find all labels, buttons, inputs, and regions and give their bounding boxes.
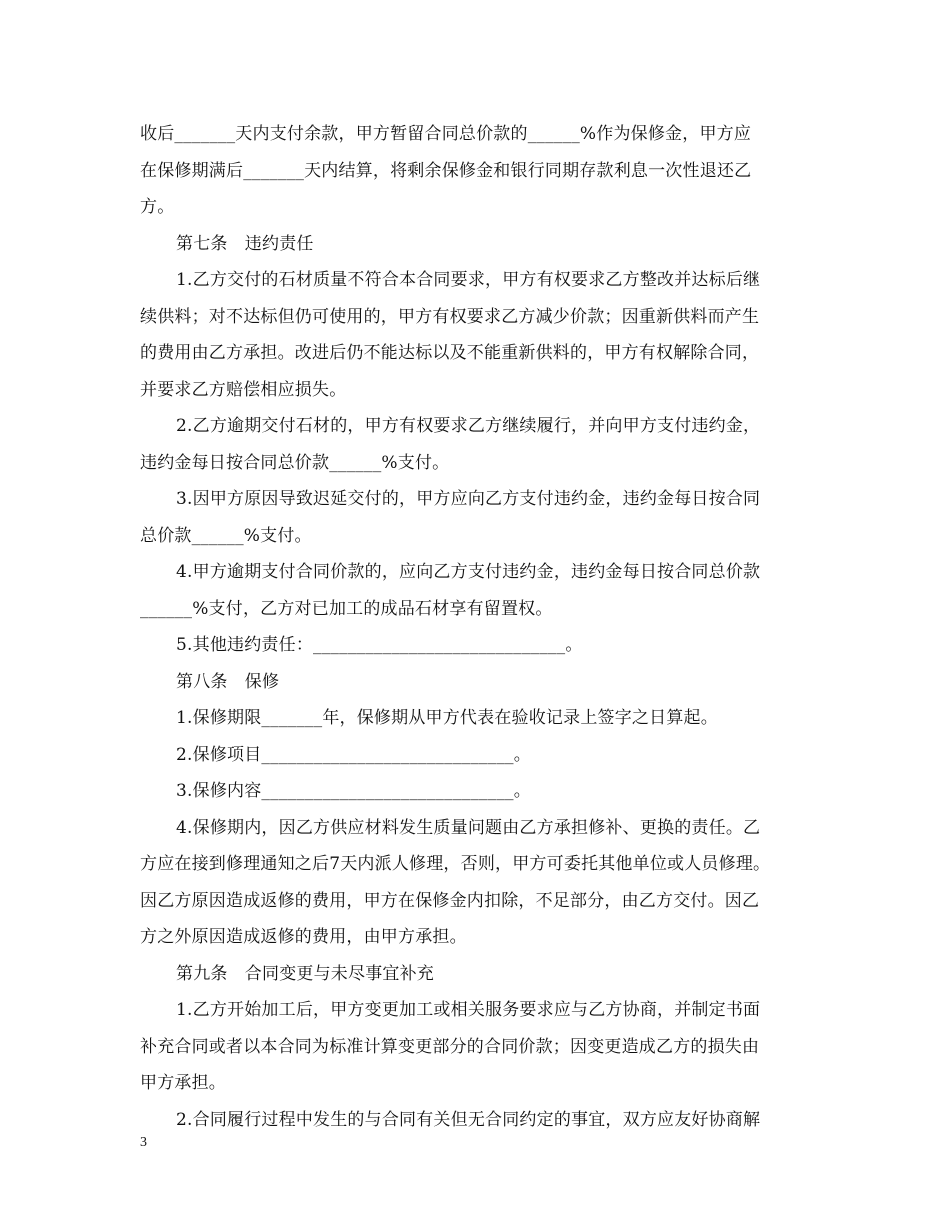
text-line: 收后_______天内支付余款，甲方暂留合同总价款的______%作为保修金，甲方应 bbox=[140, 124, 752, 144]
text-line: 2.保修项目_____________________________。 bbox=[176, 744, 531, 765]
text-line: 第八条 保修 bbox=[176, 671, 280, 692]
text-line: 方。 bbox=[140, 197, 175, 217]
text-line: 3.因甲方原因导致迟延交付的，甲方应向乙方支付违约金，违约金每日按合同 bbox=[176, 489, 761, 509]
text-line: 的费用由乙方承担。改进后仍不能达标以及不能重新供料的，甲方有权解除合同， bbox=[140, 343, 760, 363]
text-line: 续供料；对不达标但仍可使用的，甲方有权要求乙方减少价款；因重新供料而产生 bbox=[140, 306, 760, 327]
text-line: 甲方承担。 bbox=[140, 1073, 226, 1093]
text-line: 2.合同履行过程中发生的与合同有关但无合同约定的事宜，双方应友好协商解 bbox=[176, 1109, 761, 1130]
text-line: 第七条 违约责任 bbox=[176, 233, 314, 254]
text-line: 4.甲方逾期支付合同价款的，应向乙方支付违约金，违约金每日按合同总价款 bbox=[176, 562, 761, 582]
text-line: 1.保修期限_______年，保修期从甲方代表在验收记录上签字之日算起。 bbox=[176, 708, 718, 728]
text-line: ______%支付，乙方对已加工的成品石材享有留置权。 bbox=[140, 598, 553, 619]
text-line: 在保修期满后_______天内结算，将剩余保修金和银行同期存款利息一次性退还乙 bbox=[140, 160, 752, 181]
text-line: 2.乙方逾期交付石材的，甲方有权要求乙方继续履行，并向甲方支付违约金， bbox=[176, 416, 761, 436]
text-line: 方之外原因造成返修的费用，由甲方承担。 bbox=[140, 927, 467, 947]
text-line: 第九条 合同变更与未尽事宜补充 bbox=[176, 963, 434, 984]
text-line: 1.乙方开始加工后，甲方变更加工或相关服务要求应与乙方协商，并制定书面 bbox=[176, 1000, 761, 1020]
document-body bbox=[140, 116, 820, 1138]
text-line: 3.保修内容_____________________________。 bbox=[176, 781, 531, 801]
text-line: 违约金每日按合同总价款______%支付。 bbox=[140, 452, 450, 473]
page-number: 3 bbox=[140, 1135, 147, 1150]
text-line: 1.乙方交付的石材质量不符合本合同要求，甲方有权要求乙方整改并达标后继 bbox=[176, 270, 761, 290]
text-line: 因乙方原因造成返修的费用，甲方在保修金内扣除，不足部分，由乙方交付。因乙 bbox=[140, 890, 760, 911]
text-line: 并要求乙方赔偿相应损失。 bbox=[140, 379, 347, 400]
text-line: 总价款______%支付。 bbox=[140, 525, 312, 546]
text-line: 5.其他违约责任：_____________________________。 bbox=[176, 635, 583, 655]
text-line: 4.保修期内，因乙方供应材料发生质量问题由乙方承担修补、更换的责任。乙 bbox=[176, 817, 761, 838]
text-line: 补充合同或者以本合同为标准计算变更部分的合同价款；因变更造成乙方的损失由 bbox=[140, 1036, 760, 1057]
text-line: 方应在接到修理通知之后7天内派人修理，否则，甲方可委托其他单位或人员修理。 bbox=[140, 854, 771, 874]
